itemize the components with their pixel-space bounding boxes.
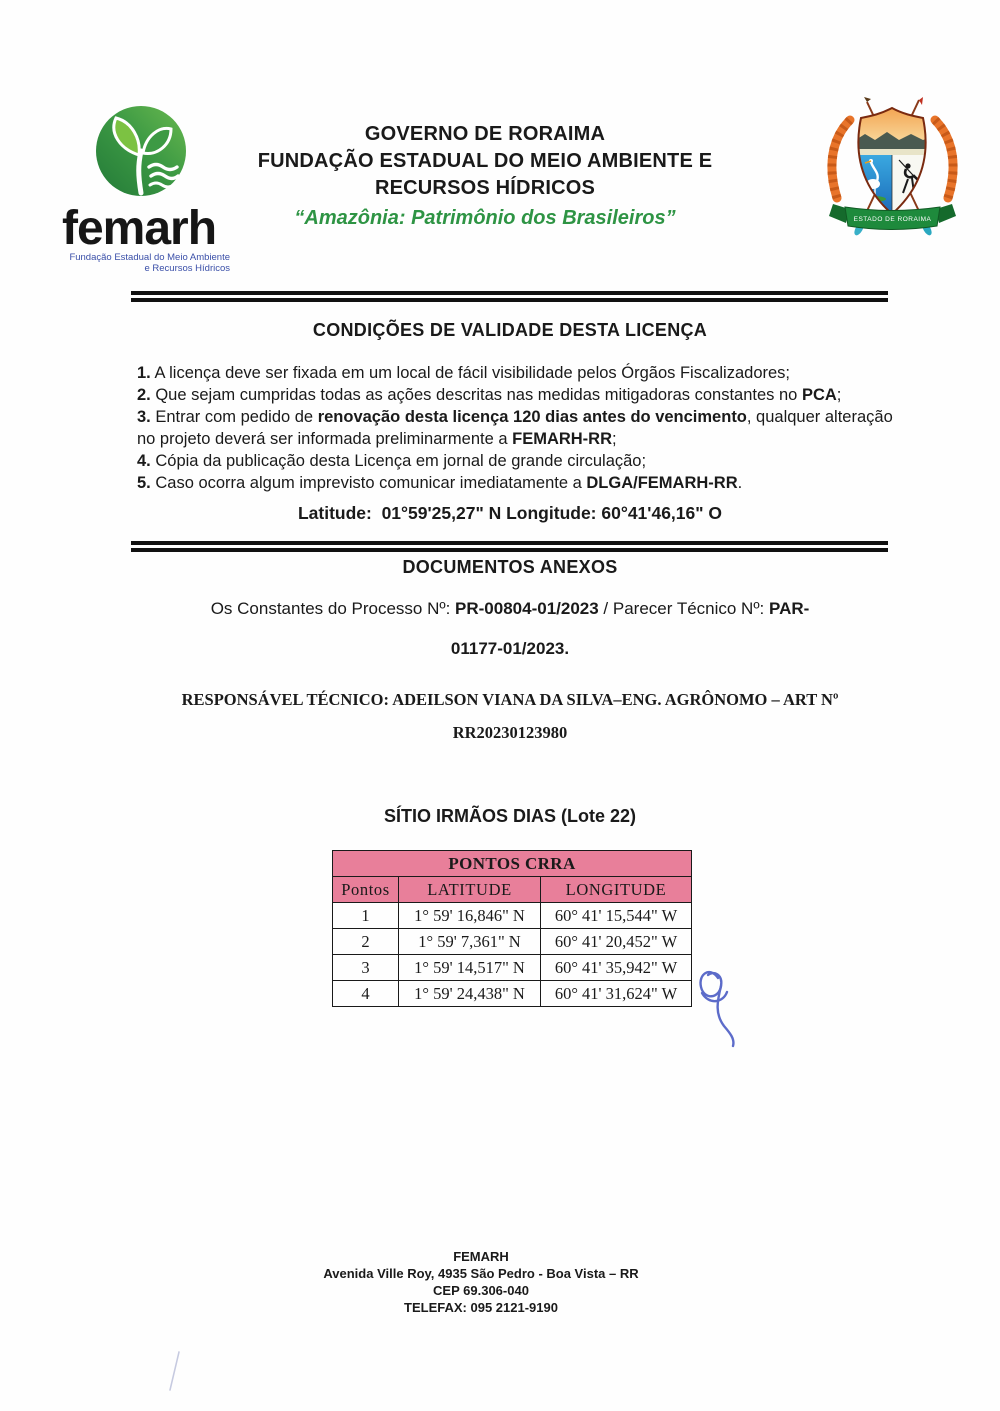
org-line-foundation-2: RECURSOS HÍDRICOS <box>374 177 596 199</box>
femarh-leaf-icon <box>46 103 232 199</box>
femarh-logo-subtitle: Fundação Estadual do Meio Ambiente e Recursos Hídricos <box>69 252 230 274</box>
condition-item-5: 5. Caso ocorra algum imprevisto comunicar imediatamente a DLGA/FEMARH-RR. <box>137 474 743 492</box>
condition-item-1: 1. A licença deve ser fixada em um local de fácil visibilidade pelos Órgãos Fiscalizadores; <box>137 364 790 382</box>
process-number-continuation: 01177-01/2023. <box>450 639 570 658</box>
conditions-list <box>137 362 899 494</box>
femarh-wordmark: femarh <box>61 202 217 255</box>
column-header-pontos: Pontos <box>333 877 399 903</box>
responsible-technician-line: RESPONSÁVEL TÉCNICO: ADEILSON VIANA DA SILVA–ENG. AGRÔNOMO – ART Nº <box>181 690 839 709</box>
table-row <box>333 929 692 955</box>
point-longitude: 60° 41' 15,544" W <box>541 903 692 929</box>
pen-stray-mark <box>163 1346 185 1394</box>
condition-item-4: 4. Cópia da publicação desta Licença em jornal de grande circulação; <box>137 452 647 470</box>
point-longitude: 60° 41' 35,942" W <box>541 955 692 981</box>
column-header-longitude: LONGITUDE <box>541 877 692 903</box>
footer-address: Avenida Ville Roy, 4935 São Pedro - Boa Vista – RR <box>323 1266 639 1281</box>
pen-signature-mark <box>692 962 747 1052</box>
table-row <box>333 955 692 981</box>
table-row <box>333 877 692 903</box>
point-number: 2 <box>333 929 399 955</box>
point-number: 1 <box>333 903 399 929</box>
table-row <box>333 851 692 877</box>
roraima-coat-of-arms <box>815 96 970 238</box>
documents-title: DOCUMENTOS ANEXOS <box>402 557 618 577</box>
org-line-government: GOVERNO DE RORAIMA <box>364 123 606 145</box>
footer-org: FEMARH <box>453 1249 509 1264</box>
table-row <box>333 981 692 1007</box>
site-title: SÍTIO IRMÃOS DIAS (Lote 22) <box>383 806 637 826</box>
conditions-title: CONDIÇÕES DE VALIDADE DESTA LICENÇA <box>312 320 708 340</box>
point-longitude: 60° 41' 20,452" W <box>541 929 692 955</box>
coordinates-line: Latitude: 01°59'25,27" N Longitude: 60°41'46,16" O <box>297 503 723 523</box>
table-title: PONTOS CRRA <box>333 851 692 877</box>
coat-of-arms-icon <box>815 96 970 238</box>
footer-telefax: TELEFAX: 095 2121-9190 <box>404 1300 558 1315</box>
point-latitude: 1° 59' 14,517" N <box>399 955 541 981</box>
point-number: 3 <box>333 955 399 981</box>
double-rule-top <box>131 291 888 302</box>
double-rule-middle <box>131 541 888 552</box>
points-table <box>332 850 692 1007</box>
point-latitude: 1° 59' 7,361" N <box>399 929 541 955</box>
point-number: 4 <box>333 981 399 1007</box>
org-motto: “Amazônia: Patrimônio dos Brasileiros” <box>294 207 676 229</box>
process-number-line: Os Constantes do Processo Nº: PR-00804-01/2023 / Parecer Técnico Nº: PAR- <box>210 599 810 618</box>
condition-item-3: 3. Entrar com pedido de renovação desta licença 120 dias antes do vencimento, qualquer alteração no projeto deverá ser informada preliminarmente a FEMARH-RR; <box>137 408 893 448</box>
footer-cep: CEP 69.306-040 <box>433 1283 529 1298</box>
art-number: RR20230123980 <box>452 723 568 742</box>
column-header-latitude: LATITUDE <box>399 877 541 903</box>
footer-address-block <box>0 1248 962 1316</box>
condition-item-2: 2. Que sejam cumpridas todas as ações descritas nas medidas mitigadoras constantes no PCA; <box>137 386 842 404</box>
femarh-logo <box>46 103 232 274</box>
letterhead-org-block <box>225 121 745 232</box>
point-longitude: 60° 41' 31,624" W <box>541 981 692 1007</box>
point-latitude: 1° 59' 16,846" N <box>399 903 541 929</box>
org-line-foundation-1: FUNDAÇÃO ESTADUAL DO MEIO AMBIENTE E <box>257 150 713 172</box>
table-row <box>333 903 692 929</box>
point-latitude: 1° 59' 24,438" N <box>399 981 541 1007</box>
crest-ribbon-text: ESTADO DE RORAIMA <box>853 216 932 223</box>
